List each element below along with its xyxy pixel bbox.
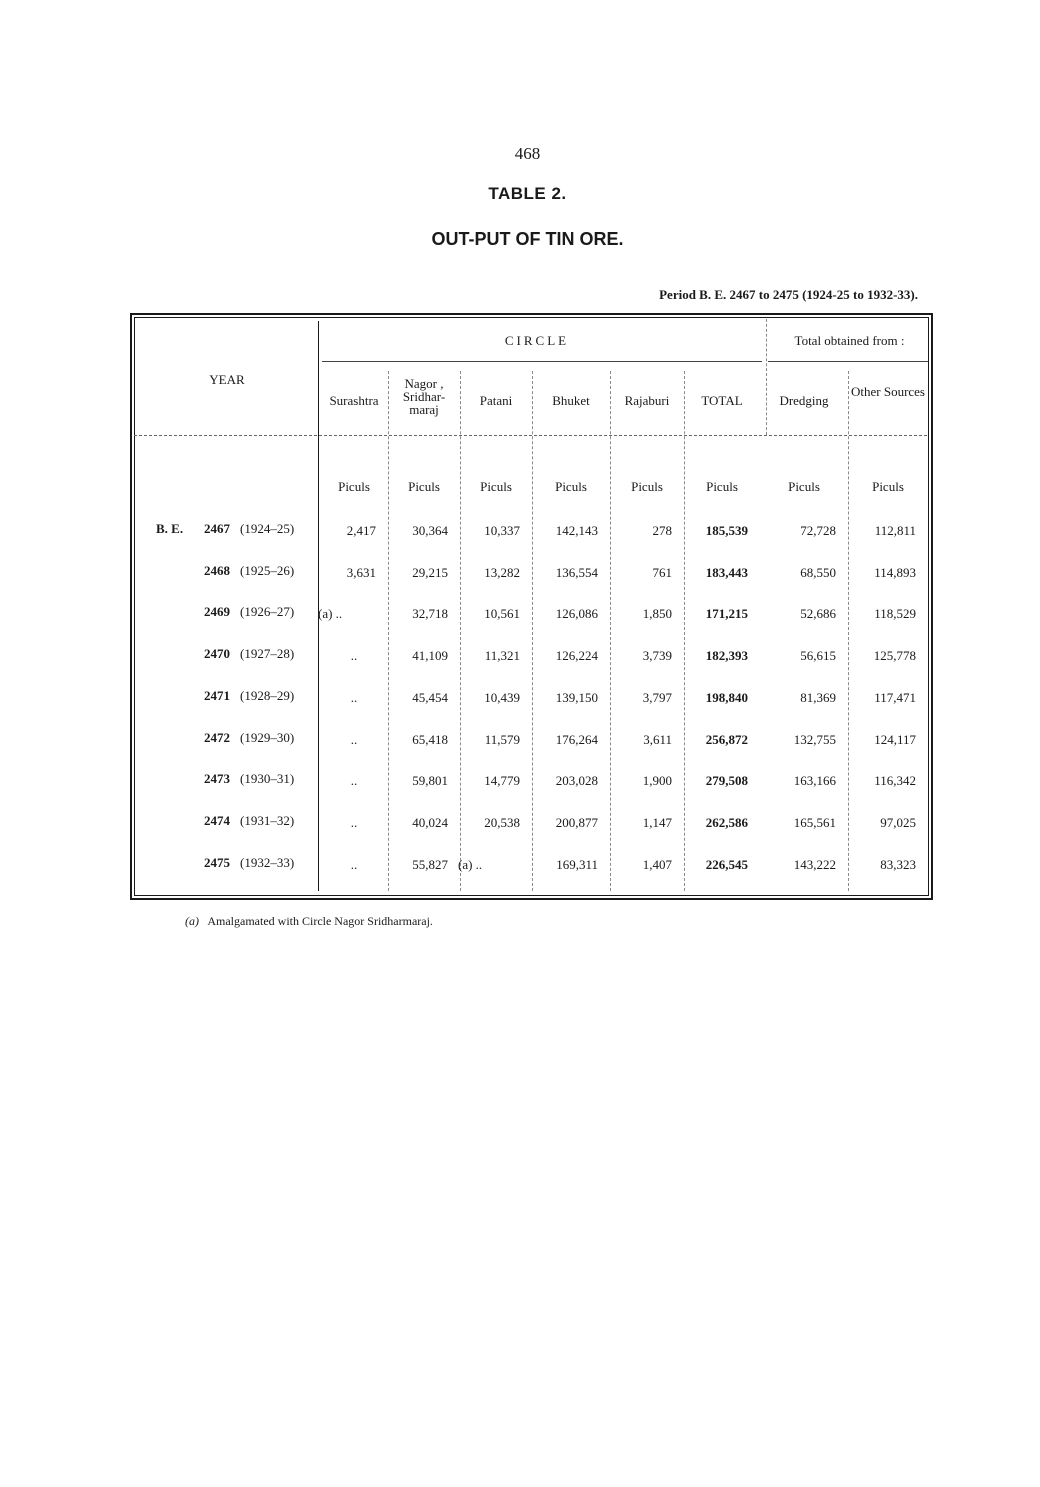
value-cell: 1,407	[642, 856, 672, 872]
table-title: TABLE 2.	[488, 184, 567, 203]
value-cell: 68,550	[800, 564, 836, 580]
column-header-8: Other Sources	[850, 384, 925, 399]
year-ce: (1925–26)	[240, 562, 295, 578]
unit-label-7: Piculs	[788, 479, 820, 494]
value-cell: 20,538	[484, 814, 520, 830]
value-cell: 279,508	[705, 773, 748, 789]
value-cell: 761	[652, 564, 672, 580]
value-cell: 185,539	[705, 523, 748, 538]
value-cell: 65,418	[412, 731, 448, 747]
year-be: 2472	[204, 729, 230, 745]
year-ce: (1928–29)	[240, 687, 295, 703]
unit-label-4: Piculs	[555, 479, 587, 494]
col-divider-2	[460, 371, 461, 891]
footnote	[185, 914, 433, 929]
value-cell: 40,024	[412, 814, 448, 830]
header-bottom-rule	[134, 435, 927, 436]
year-be: 2474	[204, 812, 230, 828]
value-cell: 2,417	[346, 523, 376, 538]
unit-label-3: Piculs	[480, 479, 512, 494]
year-ce: (1924–25)	[240, 521, 295, 536]
col-divider-6	[848, 371, 849, 891]
value-cell: 72,728	[800, 523, 836, 538]
value-cell: 52,686	[800, 606, 836, 622]
value-cell: 169,311	[556, 856, 598, 872]
value-cell: ..	[350, 814, 358, 830]
value-cell: 30,364	[412, 523, 448, 538]
circle-header: CIRCLE	[504, 333, 570, 348]
column-header-7: Dredging	[779, 393, 829, 408]
value-cell: 124,117	[874, 731, 916, 747]
value-cell: 56,615	[800, 648, 836, 664]
footnote-mark: (a)	[185, 914, 199, 928]
value-cell: 10,337	[484, 523, 520, 538]
value-cell: (a) ..	[458, 856, 483, 872]
value-cell: 126,224	[555, 648, 598, 664]
value-cell: 143,222	[793, 856, 836, 872]
year-ce: (1931–32)	[240, 812, 295, 828]
value-cell: 3,611	[643, 731, 672, 747]
value-cell: 176,264	[555, 731, 598, 747]
value-cell: 11,579	[484, 731, 520, 747]
value-cell: 3,631	[346, 564, 376, 580]
value-cell: ..	[350, 731, 358, 747]
circle-header-rule	[322, 361, 762, 362]
value-cell: 278	[652, 523, 672, 538]
value-cell: 10,439	[484, 689, 520, 705]
value-cell: (a) ..	[318, 606, 343, 622]
value-cell: ..	[350, 689, 358, 705]
value-cell: 125,778	[873, 648, 916, 664]
value-cell: 11,321	[484, 648, 520, 664]
value-cell: 3,797	[642, 689, 672, 705]
year-be: 2475	[204, 854, 230, 870]
total-header-rule	[768, 361, 928, 362]
year-be: 2468	[204, 562, 230, 578]
value-cell: 83,323	[880, 856, 916, 872]
year-ce: (1932–33)	[240, 854, 295, 870]
total-obtained-header: Total obtained from :	[794, 333, 905, 348]
column-header-3: Patani	[479, 393, 513, 408]
col-divider-1	[388, 371, 389, 891]
year-ce: (1926–27)	[240, 604, 295, 620]
year-be: 2470	[204, 646, 230, 662]
value-cell: 142,143	[555, 523, 598, 538]
col-divider-3	[532, 371, 533, 891]
value-cell: ..	[350, 856, 358, 872]
value-cell: 183,443	[705, 564, 748, 580]
unit-label-8: Piculs	[872, 479, 904, 494]
year-be: 2473	[204, 771, 230, 787]
value-cell: 256,872	[705, 731, 748, 747]
value-cell: 171,215	[705, 606, 748, 622]
year-be: 2469	[204, 604, 230, 620]
page-number: 468	[514, 144, 541, 163]
value-cell: 14,779	[484, 773, 520, 789]
value-cell: 200,877	[555, 814, 598, 830]
year-be: 2467	[204, 521, 230, 536]
value-cell: 118,529	[874, 606, 916, 622]
table-subtitle: OUT-PUT OF TIN ORE.	[431, 229, 624, 249]
tin-ore-output-table	[130, 313, 933, 900]
unit-label-5: Piculs	[631, 479, 663, 494]
era-prefix: B. E.	[156, 521, 184, 536]
value-cell: 116,342	[874, 773, 916, 789]
value-cell: 262,586	[705, 814, 748, 830]
value-cell: 55,827	[412, 856, 448, 872]
value-cell: 29,215	[412, 564, 448, 580]
value-cell: 117,471	[874, 689, 916, 705]
year-be: 2471	[204, 687, 230, 703]
column-header-4: Bhuket	[552, 393, 590, 408]
value-cell: 165,561	[793, 814, 836, 830]
value-cell: 163,166	[793, 773, 836, 789]
value-cell: 126,086	[555, 606, 598, 622]
value-cell: 139,150	[555, 689, 598, 705]
value-cell: 1,850	[642, 606, 672, 622]
value-cell: 3,739	[642, 648, 672, 664]
year-ce: (1927–28)	[240, 646, 295, 662]
year-ce: (1929–30)	[240, 729, 295, 745]
value-cell: 97,025	[880, 814, 916, 830]
column-header-6: TOTAL	[701, 393, 743, 408]
footnote-text: Amalgamated with Circle Nagor Sridharmaraj.	[207, 914, 433, 928]
value-cell: 132,755	[793, 731, 836, 747]
value-cell: 198,840	[705, 689, 748, 705]
value-cell: 114,893	[874, 564, 916, 580]
value-cell: 203,028	[555, 773, 598, 789]
unit-label-1: Piculs	[338, 479, 370, 494]
value-cell: ..	[350, 648, 358, 664]
col-divider-4	[610, 371, 611, 891]
col-divider-5	[684, 371, 685, 891]
circle-total-divider	[766, 319, 767, 435]
value-cell: ..	[350, 773, 358, 789]
value-cell: 13,282	[484, 564, 520, 580]
year-ce: (1930–31)	[240, 771, 295, 787]
value-cell: 136,554	[555, 564, 598, 580]
value-cell: 182,393	[705, 648, 748, 664]
unit-label-6: Piculs	[706, 479, 738, 494]
value-cell: 10,561	[484, 606, 520, 622]
year-header: YEAR	[209, 372, 245, 387]
column-header-1: Surashtra	[329, 393, 379, 408]
period-caption: Period B. E. 2467 to 2475 (1924-25 to 1932-33).	[659, 287, 918, 302]
value-cell: 226,545	[705, 856, 748, 872]
value-cell: 45,454	[412, 689, 448, 705]
value-cell: 32,718	[412, 606, 448, 622]
value-cell: 112,811	[874, 523, 916, 538]
unit-label-2: Piculs	[408, 479, 440, 494]
value-cell: 41,109	[412, 648, 448, 664]
column-header-5: Rajaburi	[624, 393, 670, 408]
value-cell: 1,900	[642, 773, 672, 789]
value-cell: 1,147	[642, 814, 672, 830]
value-cell: 81,369	[800, 689, 836, 705]
value-cell: 59,801	[412, 773, 448, 789]
column-header-2: Nagor , Sridhar- maraj	[402, 376, 446, 417]
